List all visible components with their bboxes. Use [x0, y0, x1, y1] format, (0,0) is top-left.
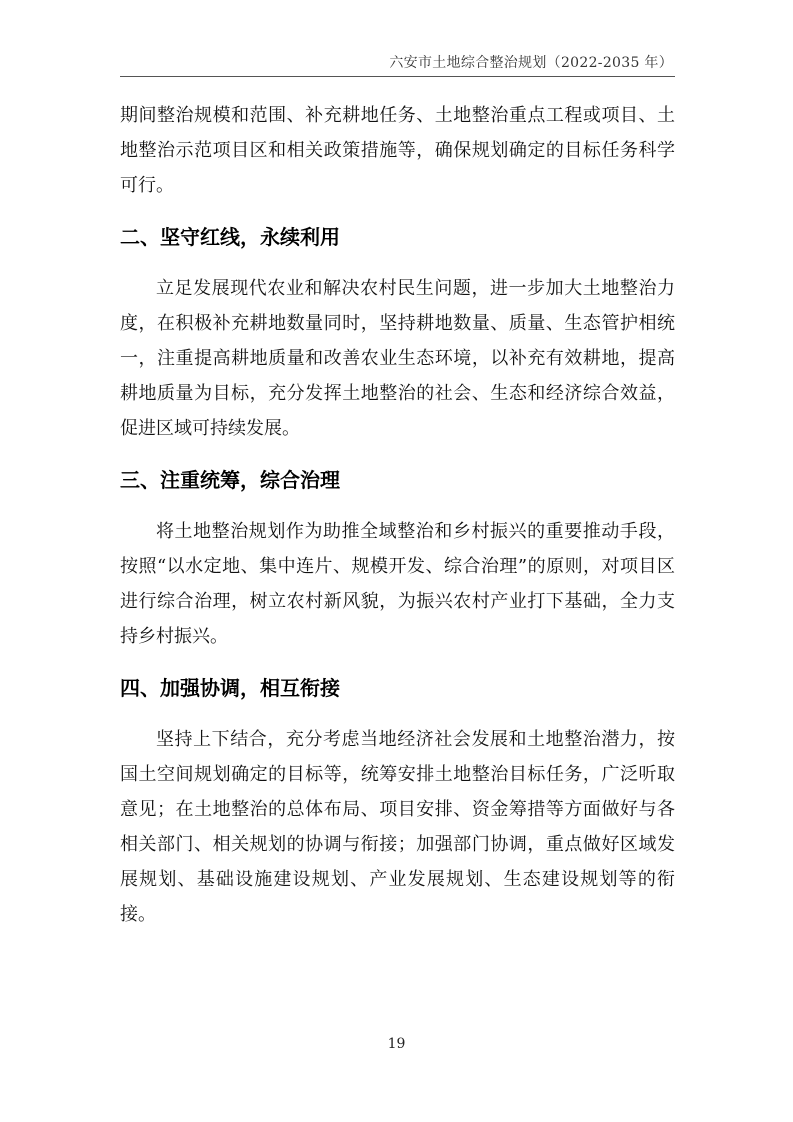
header-divider [120, 76, 675, 77]
section-heading-4: 四、加强协调，相互衔接 [120, 676, 340, 700]
page-number: 19 [387, 1036, 406, 1052]
section-4-paragraph: 坚持上下结合，充分考虑当地经济社会发展和土地整治潜力，按国土空间规划确定的目标等，统筹安排土地整治目标任务，广泛听取意见；在土地整治的总体布局、项目安排、资金筹措等方面做好与各相关部门、相关规划的协调与衔接；加强部门协调，重点做好区域发展规划、基础设施建设规划、产业发展规划、生态建设规划等的衔接。 [120, 729, 675, 925]
section-2-paragraph: 立足发展现代农业和解决农村民生问题，进一步加大土地整治力度，在积极补充耕地数量同时，坚持耕地数量、质量、生态管护相统一，注重提高耕地质量和改善农业生态环境，以补充有效耕地，提高耕地质量为目标，充分发挥土地整治的社会、生态和经济综合效益，促进区域可持续发展。 [120, 278, 675, 439]
running-header-title: 六安市土地综合整治规划（2022-2035 年） [389, 55, 673, 71]
section-heading-2: 二、坚守红线，永续利用 [120, 225, 340, 249]
document-body [120, 98, 675, 932]
section-3-paragraph: 将土地整治规划作为助推全域整治和乡村振兴的重要推动手段，按照“以水定地、集中连片、规模开发、综合治理”的原则，对项目区进行综合治理，树立农村新风貌，为振兴农村产业打下基础，全力支持乡村振兴。 [120, 521, 675, 647]
section-heading-3: 三、注重统筹，综合治理 [120, 468, 340, 492]
intro-continuation-paragraph: 期间整治规模和范围、补充耕地任务、土地整治重点工程或项目、土地整治示范项目区和相关政策措施等，确保规划确定的目标任务科学可行。 [120, 105, 675, 196]
